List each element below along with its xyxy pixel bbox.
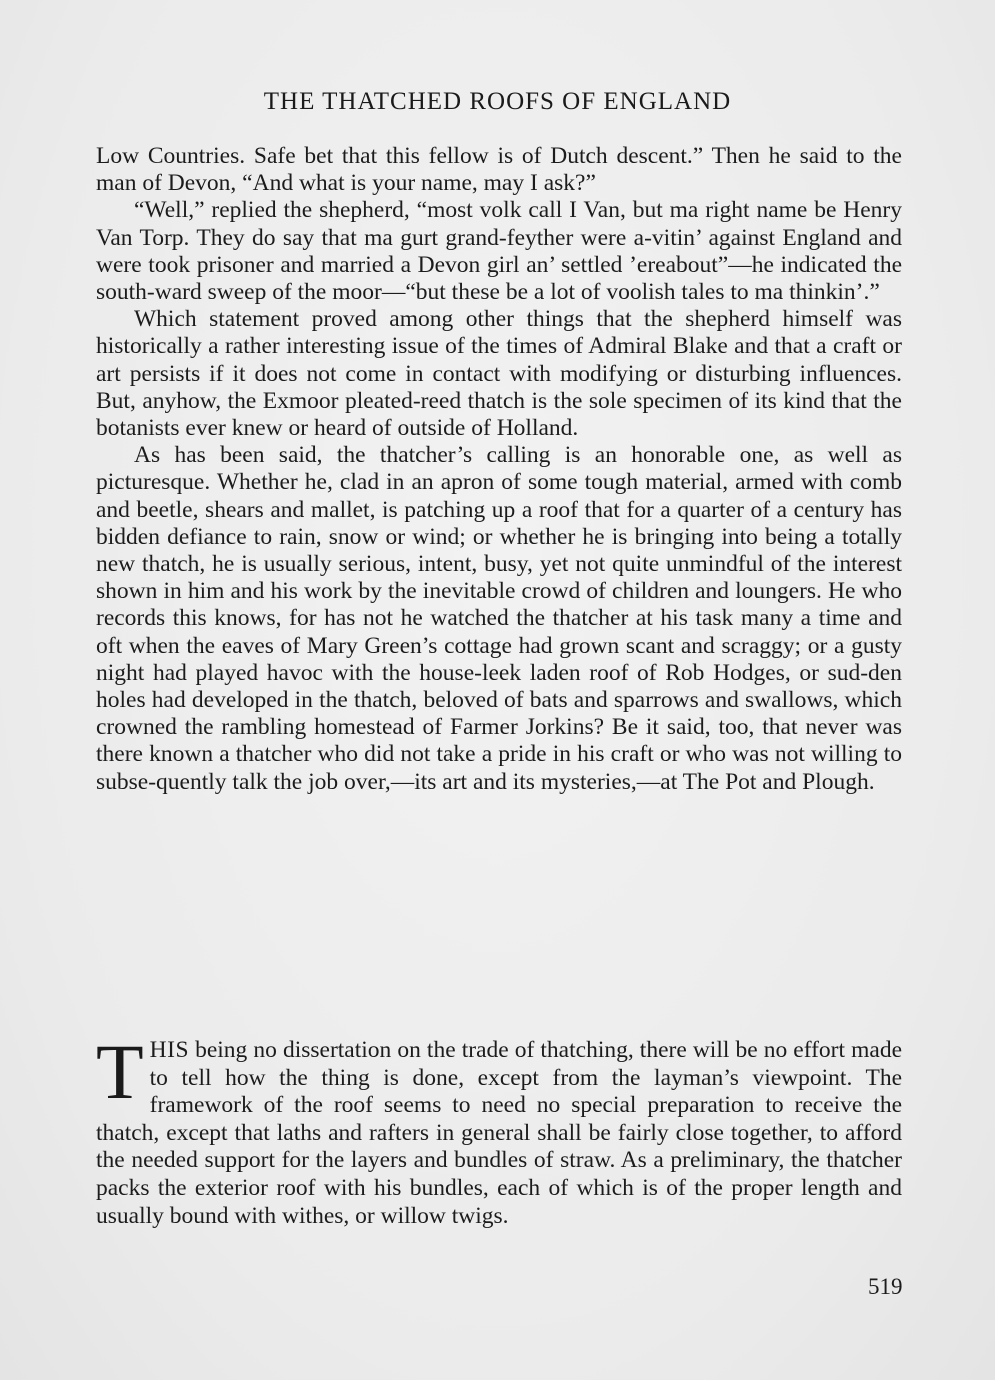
paragraph: As has been said, the thatcher’s calling is an honorable one, as well as picturesque. Whether he, clad in an apron of some tough material, armed with comb and beetle, shears and mallet, is patching up a roof that for a quarter of a century has bidden defiance to rain, snow or wind; or whether he is bringing into being a totally new thatch, he is usually serious, intent, busy, yet not quite unmindful of the interest shown in him and his work by the inevitable crowd of children and loungers. He who records this knows, for has not he watched the thatcher at his task many a time and oft when the eaves of Mary Green’s cottage had grown scant and scraggy; or a gusty night had played havoc with the house-leek laden roof of Rob Hodges, or sud-den holes had developed in the thatch, beloved of bats and sparrows and swallows, which crowned the rambling homestead of Farmer Jorkins? Be it said, too, that never was there known a thatcher who did not take a pride in his craft or who was not willing to subse-quently talk the job over,—its art and its mysteries,—at The Pot and Plough. [96,442,902,795]
page-number: 519 [868,1274,903,1299]
paragraph: “Well,” replied the shepherd, “most volk call I Van, but ma right name be Henry Van Torp. They do say that ma gurt grand-feyther were a-vitin’ against England and were took prisoner and married a Devon girl an’ settled ’ereabout”—he indicated the south-ward sweep of the moor—“but these be a lot of voolish tales to ma thinkin’.” [96,197,902,306]
lead-caps: HIS [149,1037,190,1063]
paragraph: Low Countries. Safe bet that this fellow is of Dutch descent.” Then he said to the man of Devon, “And what is your name, may I ask?” [96,143,902,197]
body-text [96,143,902,796]
section-two-text [96,1028,902,1230]
running-title: THE THATCHED ROOFS OF ENGLAND [263,88,732,115]
paragraph: Which statement proved among other things that the shepherd himself was historically a rather interesting issue of the times of Admiral Blake and that a craft or art persists if it does not come in contact with modifying or disturbing influences. But, anyhow, the Exmoor pleated-reed thatch is the sole specimen of its kind that the botanists ever knew or heard of outside of Holland. [96,306,902,442]
drop-cap: T [96,1028,144,1115]
section-two-paragraph: being no dissertation on the trade of thatching, there will be no effort made to tell how the thing is done, except from the layman’s viewpoint. The framework of the roof seems to need no special preparation to receive the thatch, except that laths and rafters in general shall be fairly close together, to afford the needed support for the layers and bundles of straw. As a preliminary, the thatcher packs the exterior roof with his bundles, each of which is of the proper length and usually bound with withes, or willow twigs. [96,1037,902,1229]
